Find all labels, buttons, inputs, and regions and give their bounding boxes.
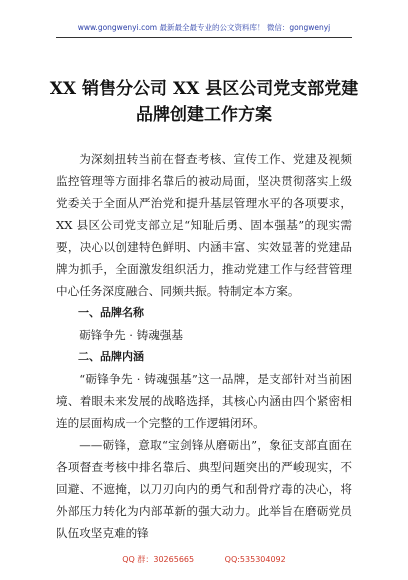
header-divider bbox=[56, 37, 352, 38]
section-heading-brand-name: 一、品牌名称 bbox=[78, 306, 144, 319]
connotation-paragraph: “砺锋争先 · 铸魂强基”这一品牌，是支部针对当前困境、着眼未来发展的战略选择，其核心内涵由四个紧密相连的层面构成一个完整的工作逻辑闭环。 bbox=[56, 372, 352, 430]
page-footer bbox=[0, 554, 408, 565]
document-body bbox=[56, 148, 352, 544]
intro-paragraph: 为深刻扭转当前在督查考核、宣传工作、党建及视频监控管理等方面排名靠后的被动局面，坚决贯彻落实上级党委关于全面从严治党和提升基层管理水平的各项要求，XX 县区公司党支部立足“知耻后勇、固本强基”的现实需要，决心以创建特色鲜明、内涵丰富、实效显著的党建品牌为抓手，全面激发组织活力，推动党建工作与经营管理中心任务深度融合、同频共振。特制定本方案。 bbox=[56, 152, 352, 298]
page-header: www.gongwenyi.com 最新最全最专业的公文资料库！ 微信：gongwenyj bbox=[77, 23, 331, 32]
connotation-detail-paragraph: ——砺锋，意取“宝剑锋从磨砺出”，象征支部直面在各项督查考核中排名靠后、典型问题突出的严峻现实，不回避、不遮掩，以刀刃向内的勇气和刮骨疗毒的决心，将外部压力转化为内部革新的强大动力。此举旨在磨砺党员队伍攻坚克难的锋 bbox=[56, 438, 352, 540]
section-heading-brand-connotation: 二、品牌内涵 bbox=[78, 350, 144, 363]
brand-name-text: 砺锋争先 · 铸魂强基 bbox=[79, 328, 183, 342]
footer-qq-contact: QQ:535304092 bbox=[224, 555, 286, 564]
document-title bbox=[40, 76, 368, 128]
title-line-1: XX 销售分公司 XX 县区公司党支部党建 bbox=[49, 79, 359, 99]
footer-qq-group: QQ 群：30265665 bbox=[122, 555, 195, 564]
title-line-2: 品牌创建工作方案 bbox=[136, 105, 272, 125]
